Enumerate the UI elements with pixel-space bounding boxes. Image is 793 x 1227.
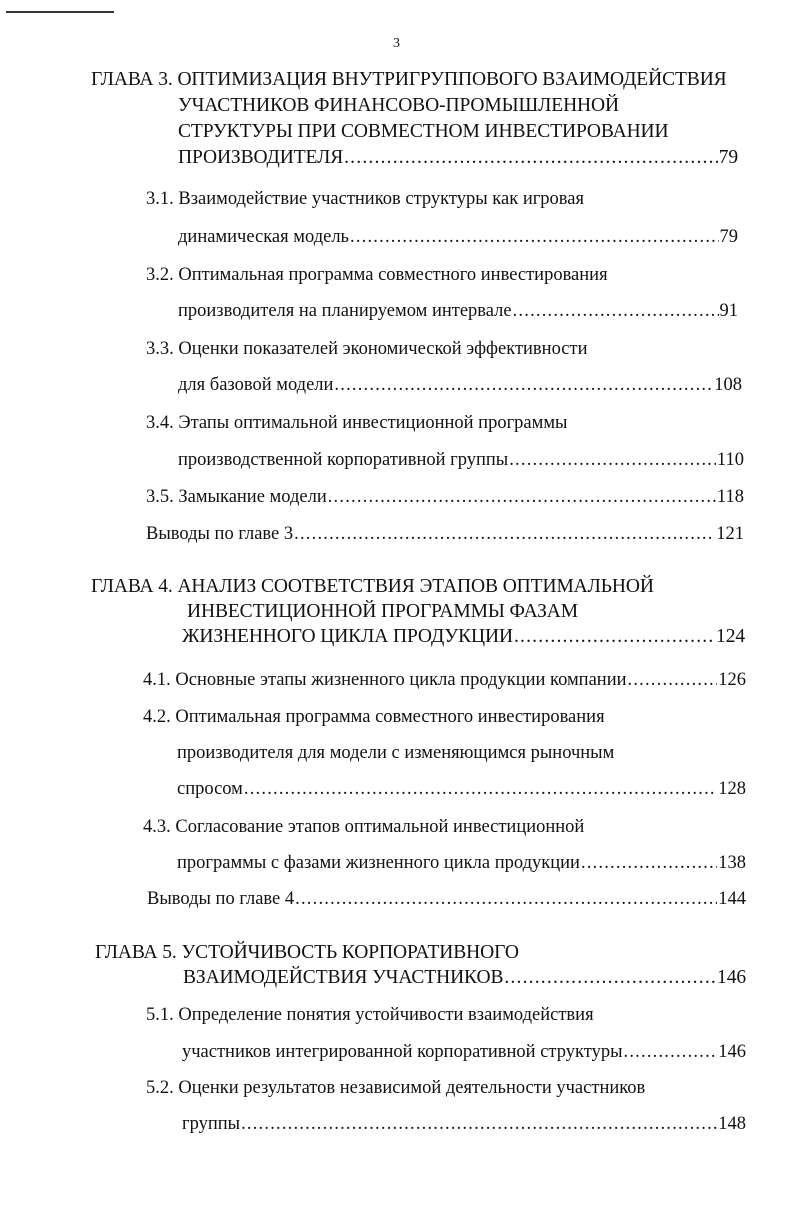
chapter-4-title-line-1: ГЛАВА 4. АНАЛИЗ СООТВЕТСТВИЯ ЭТАПОВ ОПТИМАЛЬНОЙ [91, 576, 654, 597]
page-ref: 148 [718, 1114, 746, 1134]
toc-entry-section-4-2[interactable]: спросом ..... 128 [177, 776, 746, 802]
page-ref: 110 [716, 450, 744, 470]
leader-dots [509, 447, 716, 473]
page-ref: 118 [716, 487, 744, 507]
page-ref: 79 [718, 147, 738, 168]
leader-dots [334, 372, 713, 398]
page-ref: 138 [718, 853, 746, 873]
page-ref: 146 [717, 967, 746, 988]
scan-artifact-line [6, 11, 114, 13]
toc-entry-chapter-4[interactable]: ЖИЗНЕННОГО ЦИКЛА ПРОДУКЦИИ ..... 124 [182, 624, 745, 650]
page-ref: 144 [718, 889, 746, 909]
chapter-5-title-line-1: ГЛАВА 5. УСТОЙЧИВОСТЬ КОРПОРАТИВНОГО [95, 942, 519, 963]
leader-dots [513, 298, 719, 324]
chapter-3-title-line-2: УЧАСТНИКОВ ФИНАНСОВО-ПРОМЫШЛЕННОЙ [178, 95, 619, 116]
leader-dots [328, 484, 716, 510]
chapter-3-title-line-1: ГЛАВА 3. ОПТИМИЗАЦИЯ ВНУТРИГРУППОВОГО ВЗАИМОДЕЙСТВИЯ [91, 69, 727, 90]
toc-entry-section-3-5[interactable]: 3.5. Замыкание модели ..... 118 [146, 484, 744, 510]
page-number: 3 [393, 36, 400, 51]
leader-dots [504, 965, 716, 991]
leader-dots [344, 145, 718, 171]
toc-entry-section-3-4[interactable]: производственной корпоративной группы ..... 110 [178, 447, 744, 473]
page-ref: 126 [718, 670, 746, 690]
page-ref: 124 [716, 626, 745, 647]
toc-entry-section-3-1[interactable]: динамическая модель ..... 79 [178, 224, 738, 250]
leader-dots [350, 224, 719, 250]
toc-entry-section-5-2[interactable]: группы ..... 148 [182, 1111, 746, 1137]
section-4-3-line-1: 4.3. Согласование этапов оптимальной инвестиционной [143, 817, 585, 837]
section-4-2-line-1: 4.2. Оптимальная программа совместного инвестирования [143, 707, 605, 727]
toc-entry-section-3-2[interactable]: производителя на планируемом интервале ..... 91 [178, 298, 738, 324]
page-ref: 91 [719, 301, 738, 321]
toc-entry-conclusions-4[interactable]: Выводы по главе 4 ..... 144 [147, 886, 746, 912]
section-5-2-line-1: 5.2. Оценки результатов независимой деятельности участников [146, 1078, 646, 1098]
section-5-1-line-1: 5.1. Определение понятия устойчивости взаимодействия [146, 1005, 594, 1025]
section-3-4-line-1: 3.4. Этапы оптимальной инвестиционной программы [146, 413, 568, 433]
toc-entry-chapter-5[interactable]: ВЗАИМОДЕЙСТВИЯ УЧАСТНИКОВ ..... 146 [183, 965, 746, 991]
chapter-4-title-line-2: ИНВЕСТИЦИОННОЙ ПРОГРАММЫ ФАЗАМ [187, 601, 579, 622]
page-ref: 128 [718, 779, 746, 799]
toc-entry-section-5-1[interactable]: участников интегрированной корпоративной структуры ..... 146 [182, 1039, 746, 1065]
toc-entry-section-4-1[interactable]: 4.1. Основные этапы жизненного цикла продукции компании ..... 126 [143, 667, 746, 693]
toc-entry-chapter-3[interactable]: ПРОИЗВОДИТЕЛЯ ..... 79 [178, 145, 738, 171]
section-3-2-line-1: 3.2. Оптимальная программа совместного инвестирования [146, 265, 608, 285]
page-ref: 79 [719, 227, 738, 247]
leader-dots [244, 776, 717, 802]
leader-dots [241, 1111, 717, 1137]
leader-dots [624, 1039, 718, 1065]
leader-dots [294, 521, 715, 547]
toc-entry-section-3-3[interactable]: для базовой модели ..... 108 [178, 372, 742, 398]
leader-dots [581, 850, 717, 876]
leader-dots [514, 624, 715, 650]
chapter-3-title-line-3: СТРУКТУРЫ ПРИ СОВМЕСТНОМ ИНВЕСТИРОВАНИИ [178, 121, 669, 142]
section-4-2-line-2: производителя для модели с изменяющимся рыночным [177, 743, 615, 763]
leader-dots [295, 886, 717, 912]
leader-dots [628, 667, 718, 693]
section-3-3-line-1: 3.3. Оценки показателей экономической эффективности [146, 339, 588, 359]
section-3-1-line-1: 3.1. Взаимодействие участников структуры как игровая [146, 189, 585, 209]
page-ref: 121 [716, 524, 744, 544]
toc-entry-section-4-3[interactable]: программы с фазами жизненного цикла продукции ..... 138 [177, 850, 746, 876]
page-ref: 108 [714, 375, 742, 395]
page-ref: 146 [718, 1042, 746, 1062]
toc-entry-conclusions-3[interactable]: Выводы по главе 3 ..... 121 [146, 521, 744, 547]
